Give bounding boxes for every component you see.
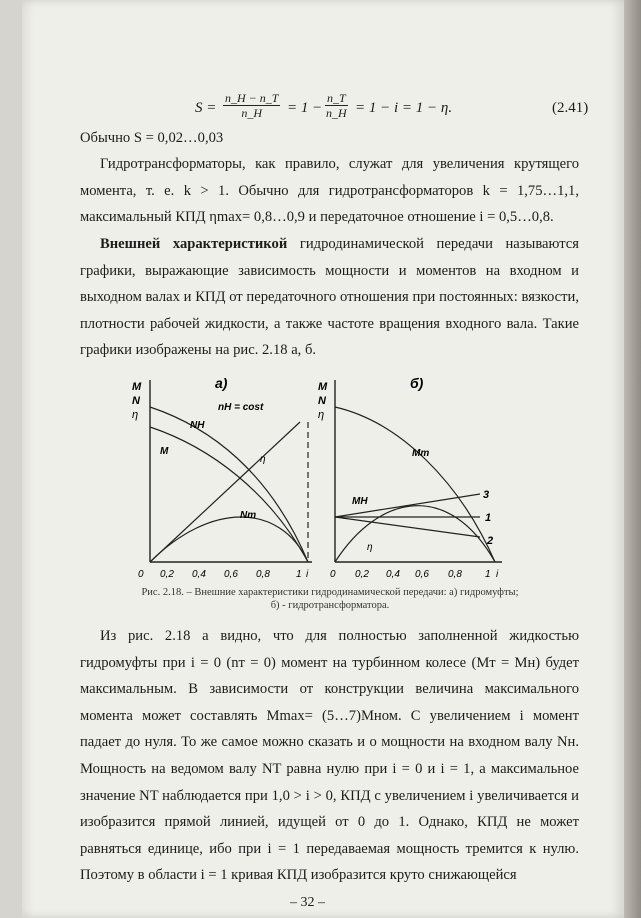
caption-line-2: б) - гидротрансформатора.: [270, 600, 390, 611]
figure-svg: [130, 372, 530, 582]
panel-a-x-tick: 0,8: [256, 569, 270, 580]
fraction-1-numerator: n_H − n_T: [225, 91, 279, 105]
figure-caption: [100, 586, 560, 612]
panel-a-x-tick: 0: [138, 569, 144, 580]
panel-a-x-tick: 0,2: [160, 569, 174, 580]
panel-a-x-tick: 0,6: [224, 569, 238, 580]
panel-b-x-tick: 1: [485, 569, 491, 580]
panel-b-label: б): [410, 375, 424, 391]
label-nh: NН: [190, 420, 205, 431]
label-eta-b: η: [367, 542, 373, 553]
panel-b-x-ticks: [330, 569, 499, 580]
curve-eta: [150, 422, 300, 562]
label-nm: Nm: [240, 510, 257, 521]
formula-middle: = 1 −: [287, 100, 323, 116]
formula-lhs: S =: [195, 100, 217, 116]
panel-a-y-label-eta: η: [132, 409, 139, 421]
bold-term: Внешней характеристикой: [100, 236, 288, 252]
panel-a-x-tick: 0,4: [192, 569, 206, 580]
panel-a-label: a): [215, 375, 228, 391]
panel-b-x-tick: 0: [330, 569, 336, 580]
panel-a-y-label-m: M: [132, 381, 142, 393]
panel-b-y-label-eta: η: [318, 409, 325, 421]
label-eta: η: [260, 454, 266, 465]
fraction-2-denominator: n_H: [326, 106, 347, 120]
panel-a-condition: nН = cost: [218, 402, 264, 413]
panel-b-x-tick: 0,8: [448, 569, 462, 580]
formula-fraction-1: [223, 91, 280, 120]
paragraph-rest: гидродинамической передачи называются графики, выражающие зависимость мощности и моментов на входном и выходном валах и КПД от передаточного отношения при постоянных: вязкости, плотности рабочей жидкости, а также частоте вращения входного вала. Такие графики изображены на рис. 2.18 а, б.: [80, 236, 579, 359]
formula-fraction-2: [325, 91, 348, 120]
label-curve-2: 2: [487, 535, 494, 547]
paragraph-external-characteristic: [80, 231, 579, 364]
fraction-2-numerator: n_T: [327, 91, 346, 105]
equation-number: (2.41): [552, 100, 589, 116]
paragraph-figure-analysis: Из рис. 2.18 а видно, что для полностью заполненной жидкостью гидромуфты при i = 0 (nт = 0) момент на турбинном колесе (Mт = Mн) будет максимальным. В зависимости от конструкции величина максимального момента может составлять Mmax= (5…7)Mном. С увеличением i момент падает до нуля. То же самое можно сказать и о мощности на входном валу Nн. Мощность на ведомом валу NT равна нулю при i = 0 и i = 1, а максимальное значение NT наблюдается при 1,0 > i > 0, КПД с увеличением i увеличивается и изобразится прямой линией, идущей от 0 до 1. Однако, КПД не может равняться единице, ибо при i = 1 передаваемая мощность тремится к нулю. Поэтому в области i = 1 кривая КПД изобразится круто снижающейся: [80, 628, 579, 884]
curve-nh: [150, 407, 308, 562]
panel-a-x-ticks: [138, 569, 309, 580]
paragraph-typical-s: Обычно S = 0,02…0,03: [80, 130, 224, 146]
fraction-1-denominator: n_H: [241, 106, 263, 120]
panel-b-x-tick: 0,4: [386, 569, 400, 580]
panel-a-x-tick: i: [306, 569, 309, 580]
label-mh: MН: [352, 496, 368, 507]
panel-b-y-label-n: N: [318, 395, 326, 407]
figure-2-18: [130, 372, 530, 582]
label-m: M: [160, 446, 169, 457]
page-number: – 32 –: [290, 895, 325, 910]
panel-a-x-tick: 1: [296, 569, 302, 580]
panel-b-y-label-m: M: [318, 381, 328, 393]
curve-eta-b: [335, 506, 495, 562]
label-mm: Mm: [412, 448, 430, 459]
label-curve-1: 1: [485, 512, 492, 524]
panel-a-y-label-n: N: [132, 395, 140, 407]
panel-b-x-tick: i: [496, 569, 499, 580]
panel-b-x-tick: 0,6: [415, 569, 429, 580]
caption-line-1: Рис. 2.18. – Внешние характеристики гидродинамической передачи: а) гидромуфты;: [141, 587, 519, 598]
formula-2-41: [195, 91, 453, 125]
paragraph-torque-converters: Гидротрансформаторы, как правило, служат для увеличения крутящего момента, т. е. k > 1. Обычно для гидротрансформаторов k = 1,75…1,1, максимальный КПД ηmax= 0,8…0,9 и передаточное отношение i = 0,5…0,8.: [80, 156, 579, 226]
curve-mm: [335, 407, 495, 562]
page-edge-shadow: [624, 0, 641, 918]
label-curve-3: 3: [483, 489, 490, 501]
panel-b-x-tick: 0,2: [355, 569, 369, 580]
formula-rhs: = 1 − i = 1 − η.: [355, 100, 453, 116]
